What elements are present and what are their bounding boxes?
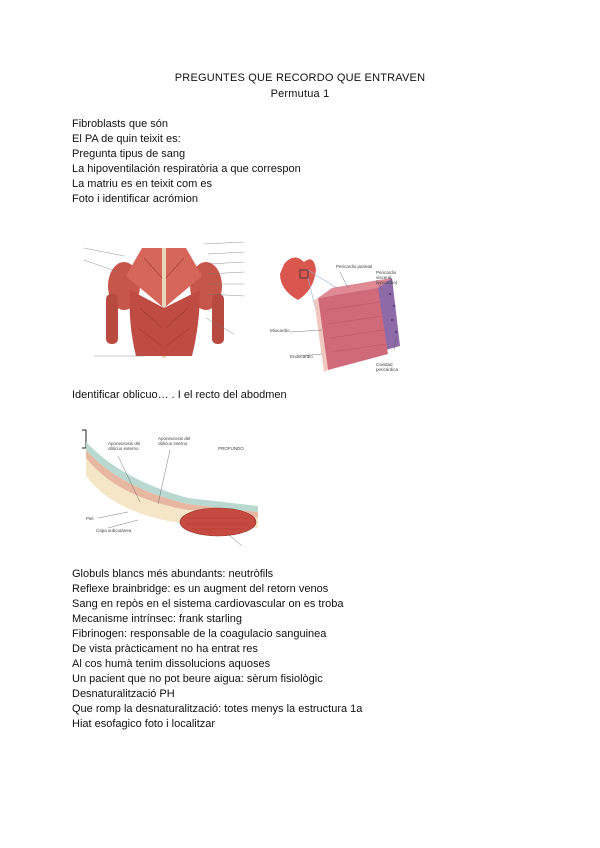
document-subtitle: Permutua 1 <box>270 88 330 100</box>
question-line: Mecanisme intrínsec: frank starling <box>72 613 242 625</box>
question-line: Pregunta tipus de sang <box>72 148 186 160</box>
heart-label-visceral: Pericardio visceral (epicardio) <box>376 270 398 285</box>
question-line: Globuls blancs més abundants: neutròfils <box>72 568 274 580</box>
heart-label-parietal: Pericardio parietal <box>336 264 373 269</box>
question-line: Fibrinogen: responsable de la coagulacio sanguinea <box>72 628 327 640</box>
question-line: De vista pràcticament no ha entrat res <box>72 643 258 655</box>
abdomen-label-deep: PROFUNDO <box>218 446 244 451</box>
back-muscles-figure <box>84 238 244 366</box>
question-line: Foto i identificar acrómion <box>72 193 198 205</box>
question-line: La matriu es en teixit com es <box>72 178 213 190</box>
question-line: Reflexe brainbridge: es un augment del retorn venos <box>72 583 329 595</box>
abdomen-label-subcutaneous: Capa subcutánea <box>96 528 132 533</box>
abdomen-label-internal-oblique: Aponeurosis del oblicuo interno <box>158 436 191 446</box>
question-list-1 <box>72 117 572 207</box>
question-line: Hiat esofagico foto i localitzar <box>72 718 216 730</box>
question-line: La hipoventilación respiratòria a que correspon <box>72 163 301 175</box>
question-line: Fibroblasts que són <box>72 118 168 130</box>
question-line: Que romp la desnaturalització: totes menys la estructura 1a <box>72 703 363 715</box>
abdomen-label-skin: Piel <box>86 516 94 521</box>
question-line: Un pacient que no pot beure aigua: sèrum fisiològic <box>72 673 323 685</box>
abdomen-label-external-oblique: Aponeurosis del oblicuo externo <box>108 441 141 451</box>
question-line: Al cos humà tenim dissolucions aquoses <box>72 658 271 670</box>
heart-label-myocardium: Miocardio <box>270 328 290 333</box>
back-muscles-anatomy-image <box>84 238 244 366</box>
heart-label-cavity: Cavidad pericárdica <box>376 362 399 372</box>
question-oblique: Identificar oblicuo… . I el recto del abodmen <box>72 389 287 401</box>
document-title: PREGUNTES QUE RECORDO QUE ENTRAVEN <box>174 72 426 84</box>
question-line: Sang en repòs en el sistema cardiovascular on es troba <box>72 598 344 610</box>
question-list-2 <box>72 567 572 732</box>
question-line: Desnaturalització PH <box>72 688 175 700</box>
heart-label-endocardium: Endocardio <box>290 354 313 359</box>
question-line: El PA de quin teixit es: <box>72 133 181 145</box>
